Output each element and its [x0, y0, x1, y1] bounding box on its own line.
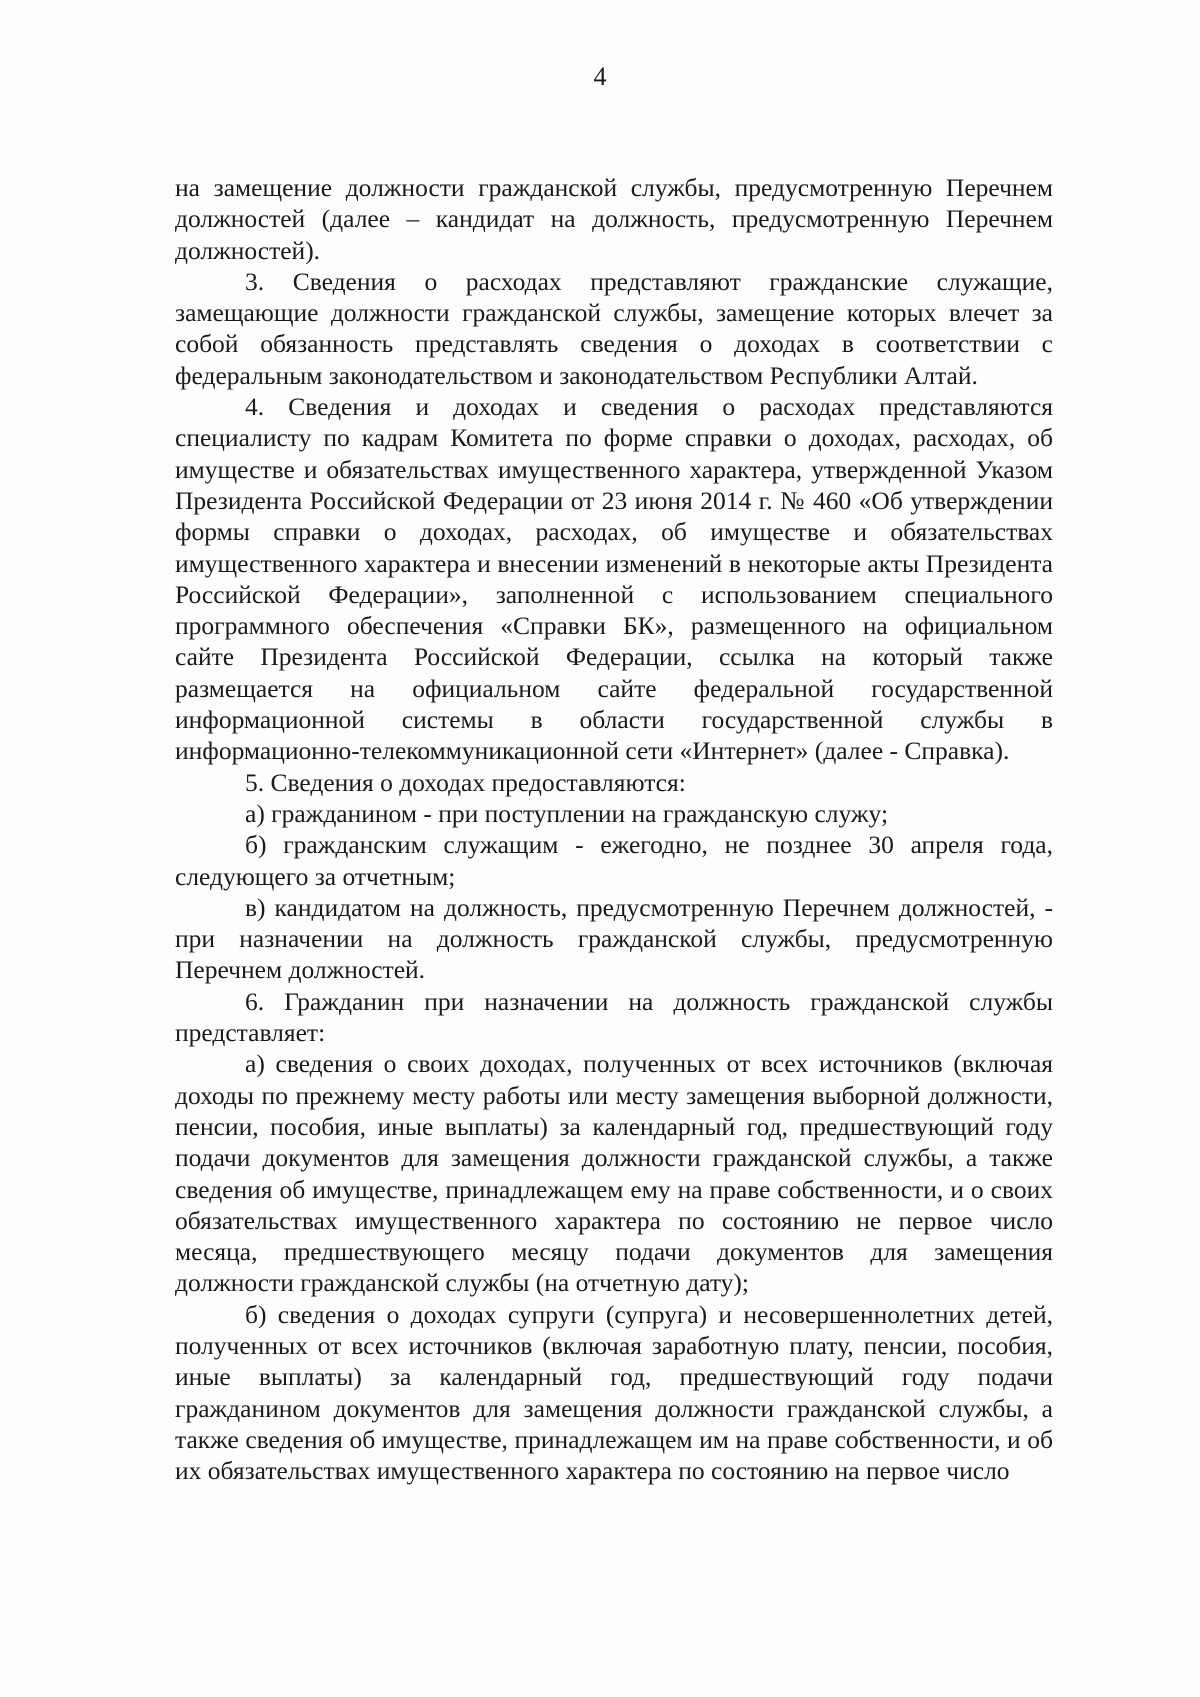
paragraph-6b: б) сведения о доходах супруги (супруга) и несовершеннолетних детей, полученных от всех источников (включая заработную плату, пенсии, пособия, иные выплаты) за календарный год, предшествующий году подачи гражданином документов для замещения должности гражданской службы, а также сведения об имуществе, принадлежащем им на праве собственности, и об их обязательствах имущественного характера по состоянию на первое число [175, 1299, 1053, 1486]
paragraph-3: 3. Сведения о расходах представляют гражданские служащие, замещающие должности гражданской службы, замещение которых влечет за собой обязанность представлять сведения о доходах в соответствии с федеральным законодательством и законодательством Республики Алтай. [175, 266, 1053, 390]
paragraph-5v: в) кандидатом на должность, предусмотренную Перечнем должностей, - при назначении на должность гражданской службы, предусмотренную Перечнем должностей. [175, 892, 1053, 985]
paragraph-5: 5. Сведения о доходах предоставляются: [245, 767, 686, 797]
paragraph-5a: а) гражданином - при поступлении на гражданскую служу; [245, 798, 889, 828]
page-number: 4 [593, 62, 607, 91]
paragraph-continuation: на замещение должности гражданской службы, предусмотренную Перечнем должностей (далее – кандидат на должность, предусмотренную Перечнем должностей). [175, 173, 1053, 265]
paragraph-4: 4. Сведения и доходах и сведения о расходах представляются специалисту по кадрам Комитета по форме справки о доходах, расходах, об имуществе и обязательствах имущественного характера, утвержденной Указом Президента Российской Федерации от 23 июня 2014 г. № 460 «Об утверждении формы справки о доходах, расходах, об имуществе и обязательствах имущественного характера и внесении изменений в некоторые акты Президента Российской Федерации», заполненной с использованием специального программного обеспечения «Справки БК», размещенного на официальном сайте Президента Российской Федерации, ссылка на который также размещается на официальном сайте федеральной государственной информационной системы в области государственной службы в информационно-телекоммуникационной сети «Интернет» (далее - Справка). [175, 392, 1053, 766]
paragraph-6a: а) сведения о своих доходах, полученных от всех источников (включая доходы по прежнему месту работы или месту замещения выборной должности, пенсии, пособия, иные выплаты) за календарный год, предшествующий году подачи документов для замещения должности гражданской службы, а также сведения об имуществе, принадлежащем ему на праве собственности, и о своих обязательствах имущественного характера по состоянию не первое число месяца, предшествующего месяцу подачи документов для замещения должности гражданской службы (на отчетную дату); [175, 1049, 1053, 1298]
document-body [175, 172, 1053, 1486]
paragraph-5b: б) гражданским служащим - ежегодно, не позднее 30 апреля года, следующего за отчетным; [175, 830, 1053, 891]
paragraph-6: 6. Гражданин при назначении на должность гражданской службы представляет: [175, 986, 1053, 1048]
